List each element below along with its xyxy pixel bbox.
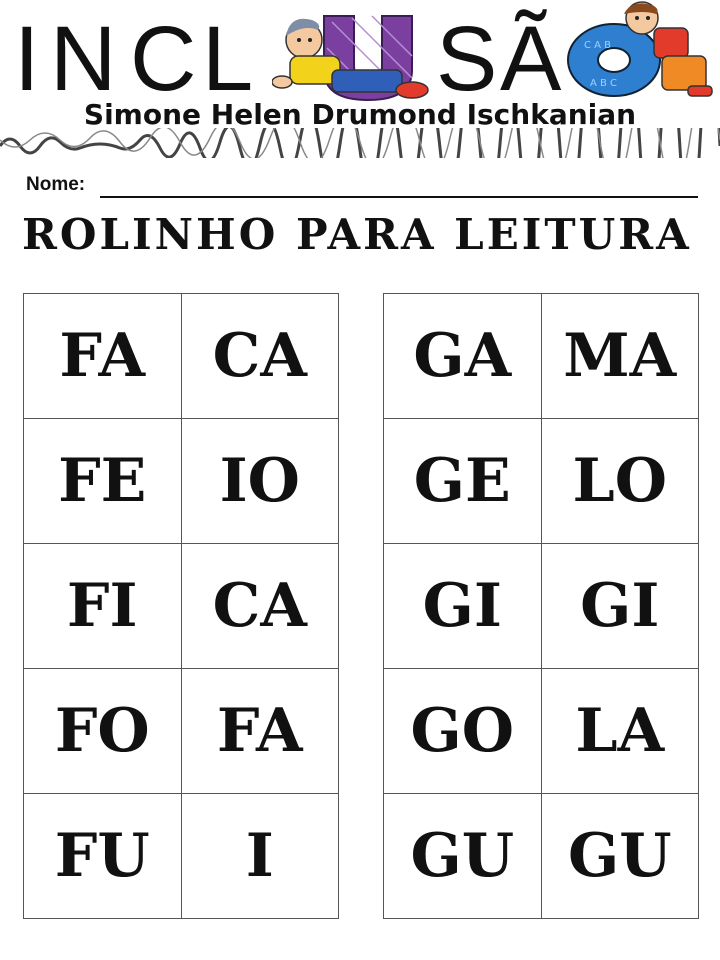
table-row <box>384 419 699 544</box>
table-row <box>24 544 339 669</box>
syllable-cell: FI <box>24 544 182 669</box>
syllable-cell: GI <box>384 544 542 669</box>
logo-letter: S <box>436 8 502 110</box>
svg-text:A B C: A B C <box>590 78 618 89</box>
logo-a-illustration <box>562 0 720 100</box>
logo-letter: I <box>14 8 44 110</box>
table-row <box>384 669 699 794</box>
syllable-cell: FO <box>24 669 182 794</box>
syllable-cell: LA <box>541 669 699 794</box>
syllable-cell: GA <box>384 294 542 419</box>
table-row <box>384 794 699 919</box>
syllable-cell: GU <box>384 794 542 919</box>
logo <box>0 0 720 110</box>
syllable-cell: CA <box>181 544 339 669</box>
syllable-cell: CA <box>181 294 339 419</box>
syllable-cell: FU <box>24 794 182 919</box>
table-row <box>24 669 339 794</box>
name-field[interactable] <box>26 172 698 200</box>
logo-letter: Ã <box>500 8 566 110</box>
logo-letter: N <box>50 8 121 110</box>
svg-text:C A B: C A B <box>584 40 612 51</box>
syllable-cell: FA <box>24 294 182 419</box>
table-row <box>24 419 339 544</box>
syllable-cell: GO <box>384 669 542 794</box>
syllable-cell: FA <box>181 669 339 794</box>
author-name: Simone Helen Drumond Ischkanian <box>83 98 637 131</box>
syllable-table-right <box>383 293 699 919</box>
name-label: Nome: <box>26 174 86 195</box>
worksheet-title: ROLINHO PARA LEITURA <box>22 210 692 259</box>
logo-letter: C <box>130 8 201 110</box>
table-row <box>24 294 339 419</box>
name-line[interactable] <box>100 196 698 198</box>
syllable-cell: MA <box>541 294 699 419</box>
logo-u-illustration <box>272 8 447 103</box>
logo-letter: L <box>202 8 258 110</box>
syllable-cell: I <box>181 794 339 919</box>
syllable-cell: GE <box>384 419 542 544</box>
syllable-cell: GI <box>541 544 699 669</box>
syllable-cell: GU <box>541 794 699 919</box>
decorative-divider <box>0 128 720 158</box>
syllable-cell: FE <box>24 419 182 544</box>
table-row <box>24 794 339 919</box>
table-row <box>384 294 699 419</box>
syllable-cell: LO <box>541 419 699 544</box>
table-row <box>384 544 699 669</box>
syllable-table-left <box>23 293 339 919</box>
syllable-cell: IO <box>181 419 339 544</box>
